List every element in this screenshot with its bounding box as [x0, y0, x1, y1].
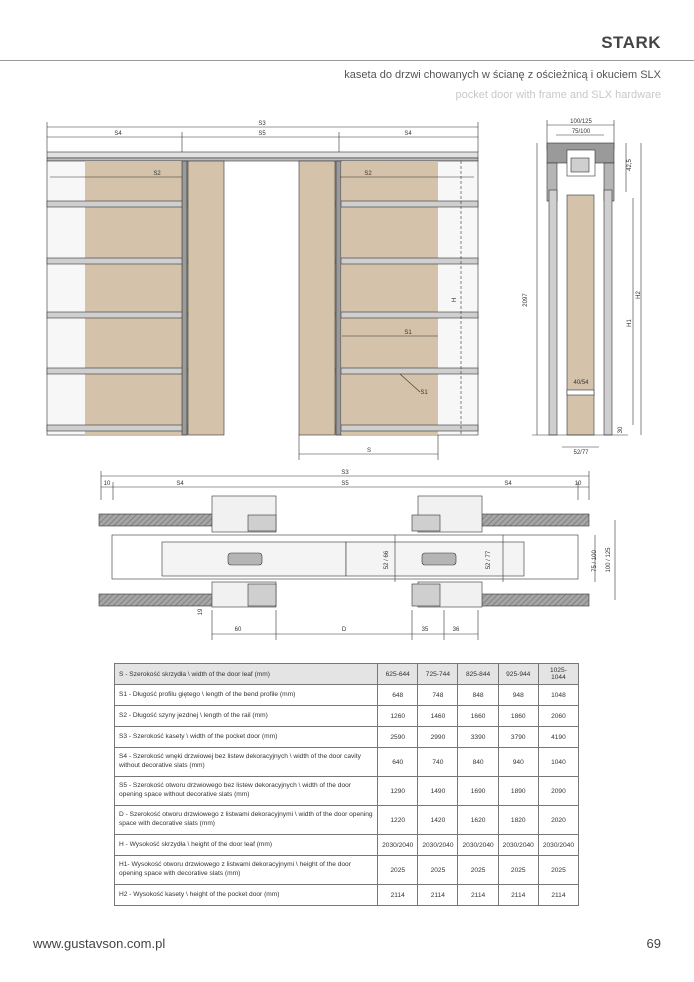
- cell: 2090: [538, 777, 578, 806]
- cell: 2030/2040: [458, 835, 498, 856]
- table-row: [115, 777, 579, 806]
- table-row: [115, 856, 579, 885]
- plan-s4-right-label: S4: [504, 481, 512, 487]
- dim-base-width-label: 52/77: [573, 450, 589, 456]
- cell: 2025: [498, 856, 538, 885]
- cell: 2020: [538, 806, 578, 835]
- dim-s1-label: S1: [404, 330, 412, 336]
- dim-s4-right-label: S4: [404, 131, 412, 137]
- cell: 2114: [498, 885, 538, 906]
- subtitle-english: pocket door with frame and SLX hardware: [455, 89, 661, 101]
- subtitle-polish: kaseta do drzwi chowanych w ścianę z ościeżnicą i okuciem SLX: [344, 69, 661, 81]
- cell: 2030/2040: [378, 835, 418, 856]
- cell: 2990: [418, 727, 458, 748]
- dim-leaf-label: 40/54: [573, 380, 589, 386]
- cell: 748: [418, 685, 458, 706]
- plan-dim-d-label: D: [341, 627, 347, 633]
- cell: 648: [378, 685, 418, 706]
- cell: 4190: [538, 727, 578, 748]
- brand-logo: STARK: [601, 33, 661, 52]
- cell: 1620: [458, 806, 498, 835]
- dim-s1-lower-label: S1: [420, 390, 428, 396]
- row-label: S4 - Szerokość wnęki drzwiowej bez listew dekoracyjnych \ width of the door cavity without decorative slats (mm): [115, 748, 378, 777]
- dim-s4-left-label: S4: [114, 131, 122, 137]
- website-link[interactable]: www.gustavson.com.pl: [33, 936, 166, 951]
- dim-inner-width-label: 75/100: [571, 129, 591, 135]
- cell: 948: [498, 685, 538, 706]
- cell: 3790: [498, 727, 538, 748]
- cell: 2060: [538, 706, 578, 727]
- row-label: D - Szerokość otworu drzwiowego z listwami dekoracyjnymi \ width of the door opening space with decorative slats (mm): [115, 806, 378, 835]
- table-header-col: 1025-1044: [538, 664, 578, 685]
- table-header-col: 625-644: [378, 664, 418, 685]
- cell: 848: [458, 685, 498, 706]
- front-view: [47, 122, 478, 460]
- cell: 1820: [498, 806, 538, 835]
- plan-dim-35-label: 35: [421, 627, 429, 633]
- row-label: S2 - Długość szyny jezdnej \ length of the rail (mm): [115, 706, 378, 727]
- plan-view: [99, 471, 615, 640]
- cell: 1290: [378, 777, 418, 806]
- plan-dim-36-label: 36: [452, 627, 460, 633]
- table-header-label: S - Szerokość skrzydła \ width of the door leaf (mm): [115, 664, 378, 685]
- table-header-col: 725-744: [418, 664, 458, 685]
- cell: 2114: [378, 885, 418, 906]
- cell: 1690: [458, 777, 498, 806]
- dim-h1-label: H1: [627, 319, 633, 327]
- cell: 2030/2040: [418, 835, 458, 856]
- table-row: [115, 885, 579, 906]
- cell: 1890: [498, 777, 538, 806]
- cell: 3390: [458, 727, 498, 748]
- cell: 1260: [378, 706, 418, 727]
- row-label: S1 - Długość profilu giętego \ length of the bend profile (mm): [115, 685, 378, 706]
- plan-s4-left-label: S4: [176, 481, 184, 487]
- plan-gap-label: 19: [198, 608, 204, 616]
- dimensions-table: [114, 663, 579, 906]
- cell: 740: [418, 748, 458, 777]
- cell: 1860: [498, 706, 538, 727]
- dim-s3-label: S3: [258, 121, 266, 127]
- row-label: H - Wysokość skrzydła \ height of the door leaf (mm): [115, 835, 378, 856]
- plan-s3-label: S3: [341, 470, 349, 476]
- cell: 2025: [458, 856, 498, 885]
- table-row: [115, 706, 579, 727]
- page-number: 69: [646, 936, 661, 951]
- cell: 1420: [418, 806, 458, 835]
- table-row: [115, 685, 579, 706]
- table-row: [115, 748, 579, 777]
- cell: 1660: [458, 706, 498, 727]
- side-view: [532, 120, 641, 447]
- dim-h-label: H: [452, 297, 458, 303]
- row-label: S3 - Szerokość kasety \ width of the pocket door (mm): [115, 727, 378, 748]
- plan-edge-right-label: 10: [574, 481, 582, 487]
- cell: 2025: [538, 856, 578, 885]
- dim-s2-left-label: S2: [153, 171, 161, 177]
- dim-s-label: S: [366, 448, 372, 454]
- plan-outer-wall-label: 100 / 125: [606, 547, 612, 573]
- cell: 2114: [538, 885, 578, 906]
- cell: 1460: [418, 706, 458, 727]
- table-row: [115, 727, 579, 748]
- cell: 2030/2040: [498, 835, 538, 856]
- dim-h2-label: H2: [636, 291, 642, 299]
- plan-jamb-left-label: 52 / 66: [384, 550, 390, 570]
- dim-s5-label: S5: [258, 131, 266, 137]
- plan-jamb-right-label: 52 / 77: [486, 550, 492, 570]
- cell: 2114: [418, 885, 458, 906]
- cell: 2114: [458, 885, 498, 906]
- cell: 1040: [538, 748, 578, 777]
- cell: 1048: [538, 685, 578, 706]
- cell: 840: [458, 748, 498, 777]
- dim-frame-offset-label: 42,5: [627, 159, 633, 171]
- table-header-col: 825-844: [458, 664, 498, 685]
- dim-bottom-label: 30: [618, 426, 624, 434]
- dim-height-label: 2097: [523, 293, 529, 307]
- table-row: [115, 806, 579, 835]
- table-header-col: 925-944: [498, 664, 538, 685]
- table-header-row: [115, 664, 579, 685]
- cell: 940: [498, 748, 538, 777]
- cell: 2030/2040: [538, 835, 578, 856]
- dim-s2-right-label: S2: [364, 171, 372, 177]
- plan-edge-left-label: 10: [103, 481, 111, 487]
- plan-s5-label: S5: [341, 481, 349, 487]
- row-label: H2 - Wysokość kasety \ height of the pocket door (mm): [115, 885, 378, 906]
- row-label: S5 - Szerokość otworu drzwiowego bez listew dekoracyjnych \ width of the door opening space without decorative slats (mm): [115, 777, 378, 806]
- dim-top-width-label: 100/125: [570, 119, 592, 125]
- cell: 2025: [378, 856, 418, 885]
- cell: 1490: [418, 777, 458, 806]
- row-label: H1- Wysokość otworu drzwiowego z listwami dekoracyjnymi \ height of the door opening space with decorative slats (mm): [115, 856, 378, 885]
- plan-inner-wall-label: 75 / 100: [592, 550, 598, 572]
- table-row: [115, 835, 579, 856]
- cell: 1220: [378, 806, 418, 835]
- plan-dim-60-label: 60: [234, 627, 242, 633]
- cell: 2025: [418, 856, 458, 885]
- cell: 640: [378, 748, 418, 777]
- cell: 2590: [378, 727, 418, 748]
